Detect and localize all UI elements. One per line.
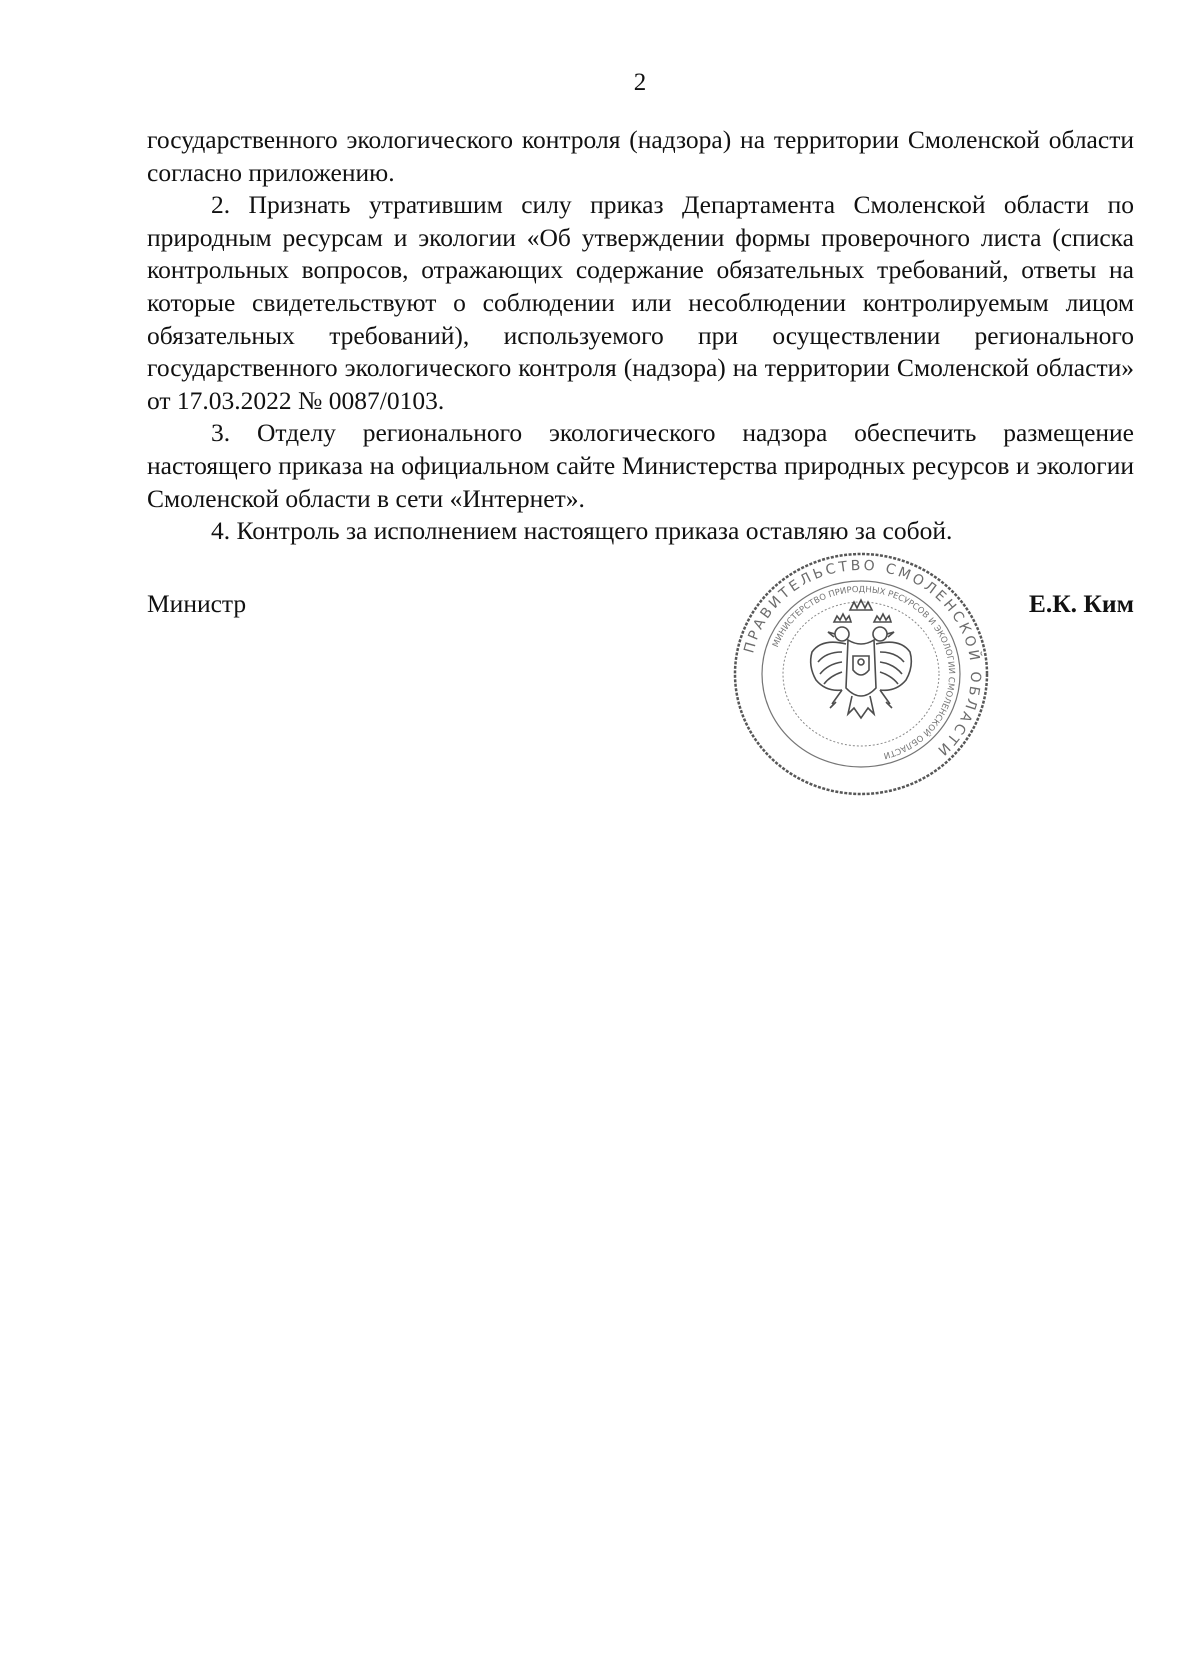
seal-outer-textpath: ПРАВИТЕЛЬСТВО СМОЛЕНСКОЙ ОБЛАСТИ xyxy=(741,557,984,760)
paragraph-item-2: 2. Признать утратившим силу приказ Департамента Смоленской области по природным ресурсам и экологии «Об утверждении формы проверочного листа (списка контрольных вопросов, отражающих содержание обязательных требований, ответы на которые свидетельствуют о соблюдении или несоблюдении контролируемым лицом обязательных требований), используемого при осуществлении регионального государственного экологического контроля (надзора) на территории Смоленской области» от 17.03.2022 № 0087/0103. xyxy=(147,190,1134,415)
double-headed-eagle-icon xyxy=(811,600,912,718)
paragraph-item-4: 4. Контроль за исполнением настоящего приказа оставляю за собой. xyxy=(211,516,953,546)
seal-inner-textpath: МИНИСТЕРСТВО ПРИРОДНЫХ РЕСУРСОВ И ЭКОЛОГИИ СМОЛЕНСКОЙ ОБЛАСТИ xyxy=(771,584,957,761)
signatory-name: Е.К. Ким xyxy=(1028,589,1134,618)
paragraph-continuation: государственного экологического контроля (надзора) на территории Смоленской области согласно приложению. xyxy=(147,125,1134,187)
page-number: 2 xyxy=(633,69,647,96)
seal-inner-text xyxy=(771,585,956,760)
official-seal xyxy=(730,548,992,800)
seal-middle-ring xyxy=(762,581,960,767)
document-body xyxy=(147,124,1134,548)
signatory-title: Министр xyxy=(147,589,247,618)
seal-inner-ring xyxy=(783,602,939,746)
paragraph-item-3: 3. Отделу регионального экологического надзора обеспечить размещение настоящего приказа на официальном сайте Министерства природных ресурсов и экологии Смоленской области в сети «Интернет». xyxy=(147,418,1134,513)
